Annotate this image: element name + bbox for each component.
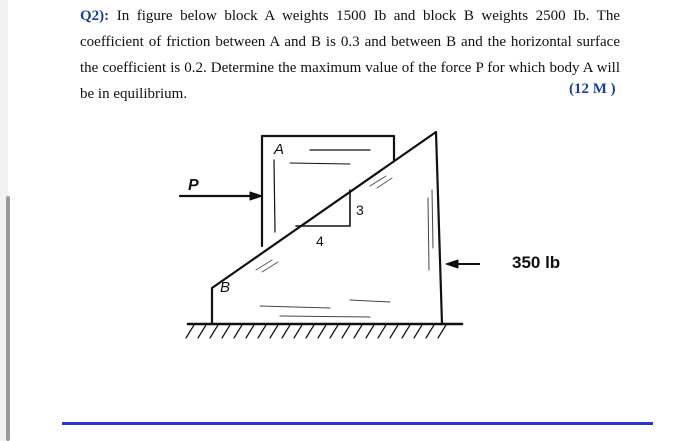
force-p-arrowhead xyxy=(250,192,262,200)
question-text xyxy=(80,3,620,107)
ground-hatching xyxy=(186,325,446,338)
applied-force-label: 350 lb xyxy=(512,253,561,272)
bottom-rule xyxy=(62,422,653,425)
question-label: Q2): xyxy=(80,8,110,24)
slope-run-label: 4 xyxy=(316,233,324,249)
force-p-label: P xyxy=(188,177,199,194)
block-b-label: B xyxy=(220,279,231,296)
block-a-shading-2 xyxy=(290,163,350,164)
force-350-arrowhead xyxy=(446,260,458,268)
friction-figure xyxy=(170,120,480,350)
question-body: In figure below block A weights 1500 Ib and block B weights 2500 Ib. The coefficient of friction between A and B is 0.3 and between B and the horizontal surface the coefficient is 0.2. Determine the maximum value of the force P for which body A will be in equilibrium. xyxy=(80,8,620,102)
block-a-label: A xyxy=(274,141,285,158)
marks-label: (12 M ) xyxy=(569,81,616,97)
block-b-shading xyxy=(260,190,433,317)
block-b xyxy=(212,132,442,324)
block-a-shading-3 xyxy=(274,160,275,232)
slope-rise-label: 3 xyxy=(356,202,364,218)
slope-triangle xyxy=(296,190,350,226)
scrollbar[interactable] xyxy=(6,196,10,441)
contact-hatching xyxy=(256,176,392,272)
